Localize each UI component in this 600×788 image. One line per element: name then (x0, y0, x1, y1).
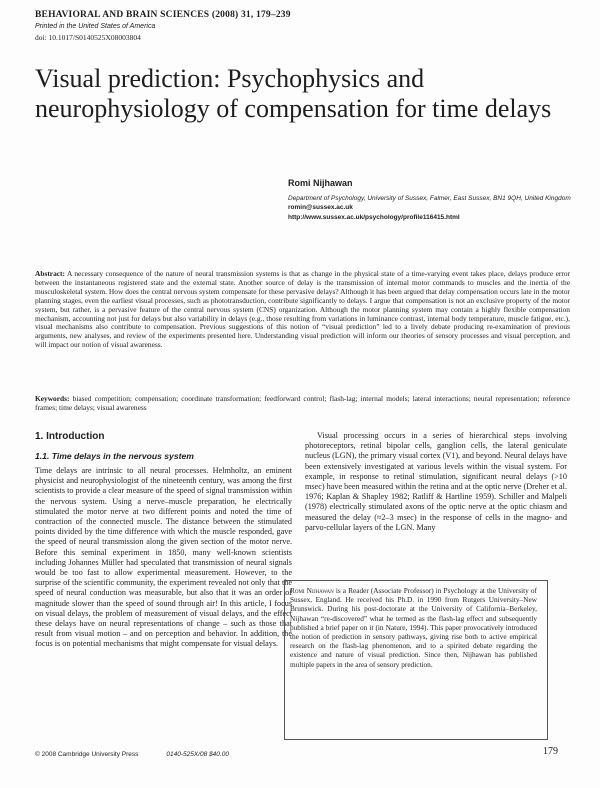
section-heading-introduction: 1. Introduction (35, 431, 105, 442)
author-affiliation: Department of Psychology, University of Sussex, Falmer, East Sussex, BN1 9QH, United Kingdom (288, 195, 571, 202)
bio-text: is a Reader (Associate Professor) in Psychology at the University of Sussex, England. He received his Ph.D. in 1990 from Rutgers University–New Brunswick. During his post-doctorate at the University of California–Berkeley, Nijhawan “re-discovered” what he termed as the flash-lag effect and subsequently published a brief paper on it (in Nature, 1994). This paper provocatively introduced the notion of prediction in sensory pathways, giving rise both to active empirical research on the flash-lag phenomenon, and to a spirited debate regarding the existence and nature of visual prediction. Since then, Nijhawan has published multiple papers in the area of sensory prediction. (290, 586, 537, 669)
subsection-heading-time-delays: 1.1. Time delays in the nervous system (35, 451, 194, 461)
body-right-column: Visual processing occurs in a series of hierarchical steps involving photoreceptors, retinal bipolar cells, ganglion cells, the lateral geniculate nucleus (LGN), the primary visual cortex (V1), and beyond. Neural delays have been extensively investigated at various levels within the visual system. For example, in response to retinal stimulation, significant neural delays (>10 msec) have been measured within the retina and at the optic nerve (Dreher et al. 1976; Kaplan & Shapley 1982; Ratliff & Hartline 1959). Schiller and Malpeli (1978) electrically stimulated axons of the optic nerve at the optic chiasm and measured the delay (≈2–3 msec) in the response of cells in the magno- and parvo-cellular layers of the LGN. Many (305, 431, 567, 532)
abstract (35, 270, 570, 350)
copyright-notice: © 2008 Cambridge University Press (35, 751, 139, 758)
keywords-text: biased competition; compensation; coordinate transformation; feedforward control; flash-lag; internal models; lateral interactions; neural representation; reference frames; time delays; visual awareness (35, 394, 570, 412)
page-footer (35, 751, 229, 758)
doi-line: doi: 10.1017/S0140525X08003804 (35, 33, 141, 42)
page-number: 179 (543, 746, 558, 757)
printed-note: Printed in the United States of America (35, 23, 156, 30)
bio-author-name: Romi Nijhawan (290, 586, 334, 595)
author-email[interactable]: romin@sussex.ac.uk (288, 204, 353, 211)
article-title: Visual prediction: Psychophysics and neurophysiology of compensation for time delays (35, 64, 552, 123)
keywords-label: Keywords: (35, 394, 70, 403)
author-url[interactable]: http://www.sussex.ac.uk/psychology/profile116415.html (288, 214, 460, 221)
keywords (35, 395, 570, 413)
author-name: Romi Nijhawan (288, 178, 353, 188)
issn-price: 0140-525X/08 $40.00 (166, 751, 229, 758)
body-left-column: Time delays are intrinsic to all neural processes. Helmholtz, an eminent physicist and neurophysiologist of the nineteenth century, was among the first scientists to provide a clear measure of the speed of signal transmission within the nervous system. Using a nerve–muscle preparation, he electrically stimulated the motor nerve at two different points and noted the time of contraction of the connected muscle. The distance between the stimulated points divided by the time difference with which the muscle responded, gave the speed of neural transmission along the given section of the motor nerve. Before this seminal experiment in 1850, many well-known scientists including Johannes Müller had speculated that transmission of neural signals would be too fast to allow experimental measurement. However, to the surprise of the scientific community, the experiment revealed not only that the speed of neural conduction was measurable, but also that it was an order of magnitude slower than the speed of sound through air! In this article, I focus on visual delays, the problem of measurement of visual delays, and the effect these delays have on neural representations of change – such as those that result from visual motion – and on perception and behavior. In addition, the focus is on potential mechanisms that might compensate for visual delays. (35, 466, 292, 649)
journal-header: BEHAVIORAL AND BRAIN SCIENCES (2008) 31, 179–239 (35, 10, 291, 20)
abstract-text: A necessary consequence of the nature of neural transmission systems is that as change in the physical state of a time-varying event takes place, delays produce error between the instantaneous registered state and the external state. Another source of delay is the transmission of internal motor commands to muscles and the inertia of the musculoskeletal system. How does the central nervous system compensate for these pervasive delays? Although it has been argued that delay compensation occurs late in the motor planning stages, even the earliest visual processes, such as phototransduction, contribute significantly to delays. I argue that compensation is not an exclusive property of the motor system, but rather, is a pervasive feature of the central nervous system (CNS) organization. Although the motor planning system may contain a highly flexible compensation mechanism, accounting not just for delays but also variability in delays (e.g., those resulting from variations in luminance contrast, internal body temperature, muscle fatigue, etc.), visual mechanisms also contribute to compensation. Previous suggestions of this notion of “visual prediction” led to a lively debate producing re-examination of previous arguments, new analyses, and review of the experiments presented here. Understanding visual prediction will inform our theories of sensory processes and visual perception, and will impact our notion of visual awareness. (35, 269, 570, 350)
author-block (288, 178, 578, 223)
author-bio (290, 586, 537, 669)
abstract-label: Abstract: (35, 269, 65, 278)
